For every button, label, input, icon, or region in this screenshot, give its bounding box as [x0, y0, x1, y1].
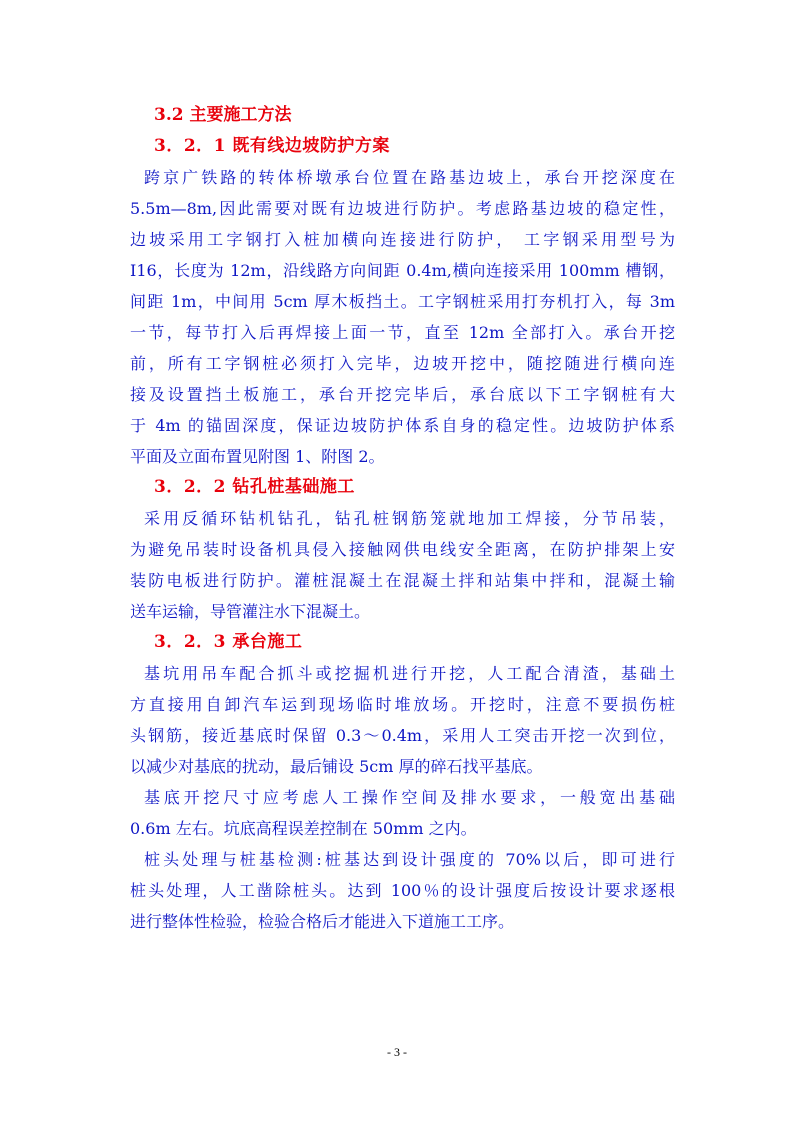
document-body	[130, 100, 675, 937]
section-heading-3-2: 3.2 主要施工方法	[154, 105, 292, 125]
paragraph-slope-protection	[130, 162, 675, 472]
text-line: 基底开挖尺寸应考虑人工操作空间及排水要求，一般宽出基础	[144, 788, 675, 807]
page-number: - 3 -	[387, 1045, 407, 1059]
paragraph-foundation-size	[130, 782, 675, 844]
text-line: 进行整体性检验，检验合格后才能进入下道施工工序。	[130, 912, 515, 931]
paragraph-bored-pile	[130, 503, 675, 627]
paragraph-pile-head	[130, 844, 675, 937]
text-line: 一节，每节打入后再焊接上面一节，直至 12m 全部打入。承台开挖	[130, 323, 675, 342]
text-line: 装防电板进行防护。灌桩混凝土在混凝土拌和站集中拌和，混凝土输	[130, 571, 675, 590]
paragraph-excavation	[130, 658, 675, 782]
text-line: 0.6m 左右。坑底高程误差控制在 50mm 之内。	[130, 819, 477, 838]
text-line: 跨京广铁路的转体桥墩承台位置在路基边坡上，承台开挖深度在	[144, 168, 675, 187]
text-line: 送车运输，导管灌注水下混凝土。	[130, 602, 371, 621]
section-heading-3-2-2: 3．2．2 钻孔桩基础施工	[154, 477, 355, 497]
text-line: 于 4m 的锚固深度，保证边坡防护体系自身的稳定性。边坡防护体系	[130, 416, 675, 435]
text-line: 接及设置挡土板施工，承台开挖完毕后，承台底以下工字钢桩有大	[130, 385, 675, 404]
text-line: 边坡采用工字钢打入桩加横向连接进行防护， 工字钢采用型号为	[130, 230, 675, 249]
text-line: 采用反循环钻机钻孔，钻孔桩钢筋笼就地加工焊接，分节吊装，	[144, 509, 675, 528]
text-line: 平面及立面布置见附图 1、附图 2。	[130, 447, 385, 466]
text-line: 为避免吊装时设备机具侵入接触网供电线安全距离，在防护排架上安	[130, 540, 675, 559]
text-line: 桩头处理，人工凿除桩头。达到 100％的设计强度后按设计要求逐根	[130, 881, 675, 900]
text-line: 间距 1m，中间用 5cm 厚木板挡土。工字钢桩采用打夯机打入，每 3m	[130, 292, 675, 311]
section-heading-3-2-3: 3．2．3 承台施工	[154, 632, 303, 652]
text-line: 5.5m—8m,因此需要对既有边坡进行防护。考虑路基边坡的稳定性，	[130, 199, 675, 218]
text-line: 前，所有工字钢桩必须打入完毕，边坡开挖中，随挖随进行横向连	[130, 354, 675, 373]
text-line: 基坑用吊车配合抓斗或挖掘机进行开挖，人工配合清渣，基础土	[144, 664, 675, 683]
text-line: 头钢筋，接近基底时保留 0.3～0.4m，采用人工突击开挖一次到位，	[130, 726, 675, 745]
text-line: 以减少对基底的扰动，最后铺设 5cm 厚的碎石找平基底。	[130, 757, 543, 776]
text-line: 桩头处理与桩基检测:桩基达到设计强度的 70%以后，即可进行	[144, 850, 675, 869]
text-line: I16，长度为 12m，沿线路方向间距 0.4m,横向连接采用 100mm 槽钢，	[130, 261, 675, 280]
section-heading-3-2-1: 3．2．1 既有线边坡防护方案	[154, 136, 390, 156]
text-line: 方直接用自卸汽车运到现场临时堆放场。开挖时，注意不要损伤桩	[130, 695, 675, 714]
